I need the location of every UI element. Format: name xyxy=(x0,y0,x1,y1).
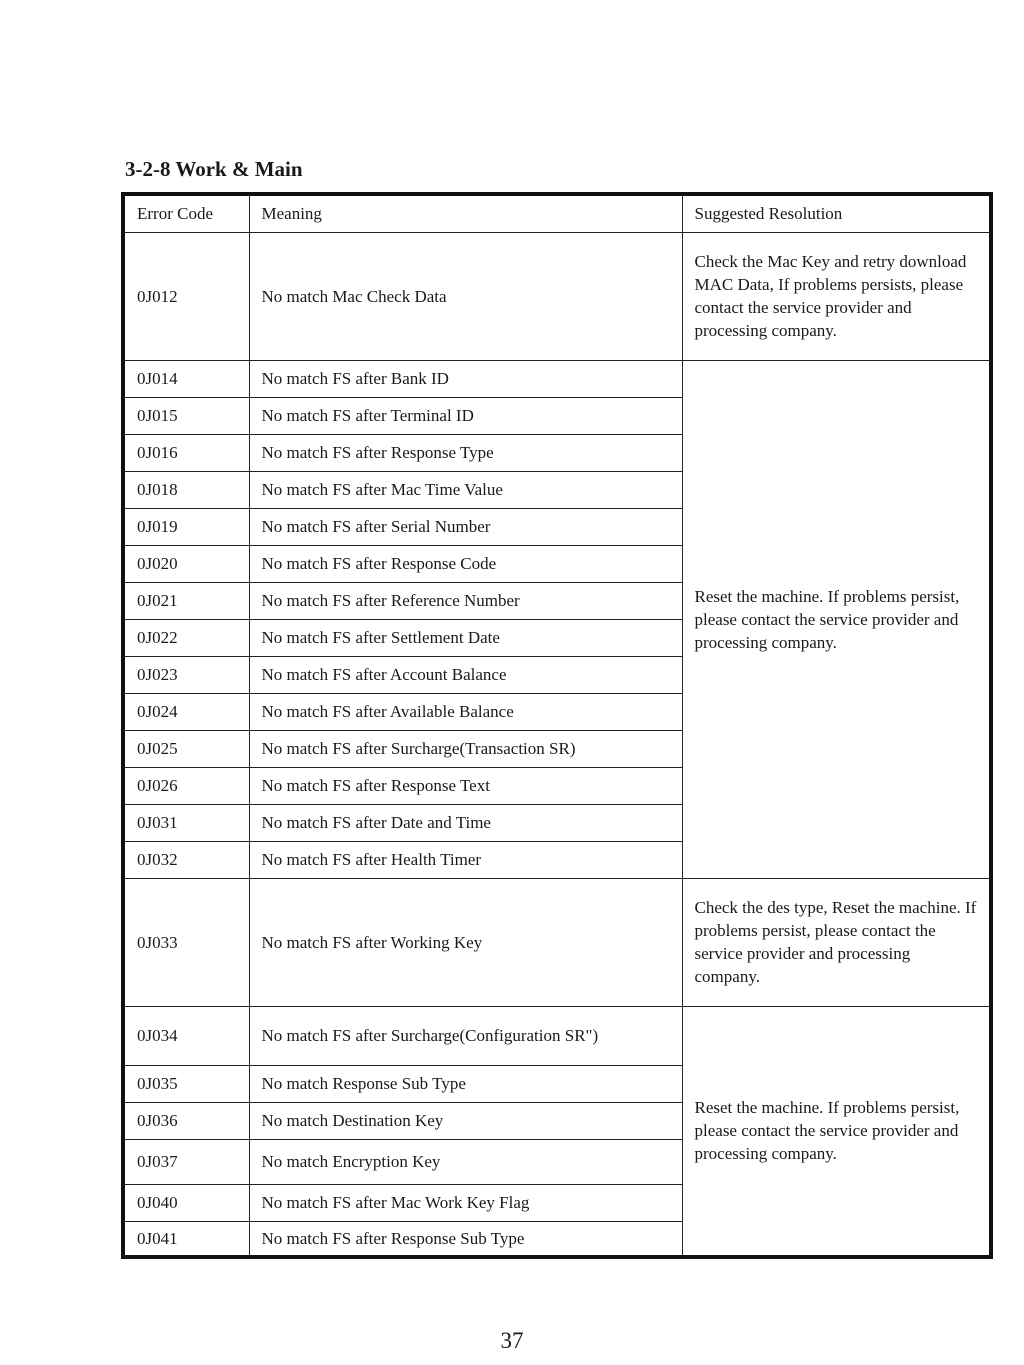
error-code-cell: 0J014 xyxy=(123,360,249,397)
error-code-cell: 0J037 xyxy=(123,1139,249,1184)
error-code-cell: 0J024 xyxy=(123,693,249,730)
meaning-cell: No match FS after Mac Time Value xyxy=(249,471,682,508)
error-code-table xyxy=(121,192,993,1259)
meaning-cell: No match Response Sub Type xyxy=(249,1065,682,1102)
error-code-cell: 0J032 xyxy=(123,841,249,878)
error-code-cell: 0J012 xyxy=(123,232,249,360)
meaning-cell: No match FS after Account Balance xyxy=(249,656,682,693)
meaning-cell: No match FS after Mac Work Key Flag xyxy=(249,1184,682,1221)
table-row xyxy=(123,878,991,1006)
meaning-cell: No match FS after Date and Time xyxy=(249,804,682,841)
header-suggested-resolution: Suggested Resolution xyxy=(682,194,991,232)
table-header-row xyxy=(123,194,991,232)
error-code-cell: 0J020 xyxy=(123,545,249,582)
meaning-cell: No match FS after Response Code xyxy=(249,545,682,582)
meaning-cell: No match FS after Response Text xyxy=(249,767,682,804)
meaning-cell: No match FS after Working Key xyxy=(249,878,682,1006)
meaning-cell: No match FS after Surcharge(Transaction SR) xyxy=(249,730,682,767)
error-code-cell: 0J023 xyxy=(123,656,249,693)
error-code-cell: 0J041 xyxy=(123,1221,249,1257)
meaning-cell: No match FS after Response Type xyxy=(249,434,682,471)
meaning-cell: No match FS after Surcharge(Configuration SR") xyxy=(249,1006,682,1065)
page-number: 37 xyxy=(500,1328,524,1353)
resolution-cell: Reset the machine. If problems persist, please contact the service provider and processing company. xyxy=(682,360,991,878)
error-code-cell: 0J026 xyxy=(123,767,249,804)
table-row xyxy=(123,1006,991,1065)
meaning-cell: No match Destination Key xyxy=(249,1102,682,1139)
resolution-cell: Check the des type, Reset the machine. If problems persist, please contact the service provider and processing company. xyxy=(682,878,991,1006)
error-code-cell: 0J016 xyxy=(123,434,249,471)
error-code-cell: 0J036 xyxy=(123,1102,249,1139)
header-error-code: Error Code xyxy=(123,194,249,232)
table-row xyxy=(123,232,991,360)
meaning-cell: No match FS after Settlement Date xyxy=(249,619,682,656)
header-meaning: Meaning xyxy=(249,194,682,232)
error-code-cell: 0J035 xyxy=(123,1065,249,1102)
meaning-cell: No match FS after Serial Number xyxy=(249,508,682,545)
table-row xyxy=(123,360,991,397)
error-code-cell: 0J033 xyxy=(123,878,249,1006)
meaning-cell: No match FS after Terminal ID xyxy=(249,397,682,434)
error-code-cell: 0J015 xyxy=(123,397,249,434)
meaning-cell: No match FS after Bank ID xyxy=(249,360,682,397)
error-code-cell: 0J022 xyxy=(123,619,249,656)
error-code-cell: 0J018 xyxy=(123,471,249,508)
error-code-cell: 0J031 xyxy=(123,804,249,841)
error-code-cell: 0J034 xyxy=(123,1006,249,1065)
meaning-cell: No match Encryption Key xyxy=(249,1139,682,1184)
error-code-cell: 0J025 xyxy=(123,730,249,767)
meaning-cell: No match FS after Response Sub Type xyxy=(249,1221,682,1257)
meaning-cell: No match FS after Reference Number xyxy=(249,582,682,619)
meaning-cell: No match Mac Check Data xyxy=(249,232,682,360)
resolution-cell: Reset the machine. If problems persist, please contact the service provider and processing company. xyxy=(682,1006,991,1257)
meaning-cell: No match FS after Health Timer xyxy=(249,841,682,878)
error-code-cell: 0J040 xyxy=(123,1184,249,1221)
error-code-cell: 0J019 xyxy=(123,508,249,545)
section-title: 3-2-8 Work & Main xyxy=(125,157,303,181)
resolution-cell: Check the Mac Key and retry download MAC Data, If problems persists, please contact the service provider and processing company. xyxy=(682,232,991,360)
error-code-cell: 0J021 xyxy=(123,582,249,619)
meaning-cell: No match FS after Available Balance xyxy=(249,693,682,730)
